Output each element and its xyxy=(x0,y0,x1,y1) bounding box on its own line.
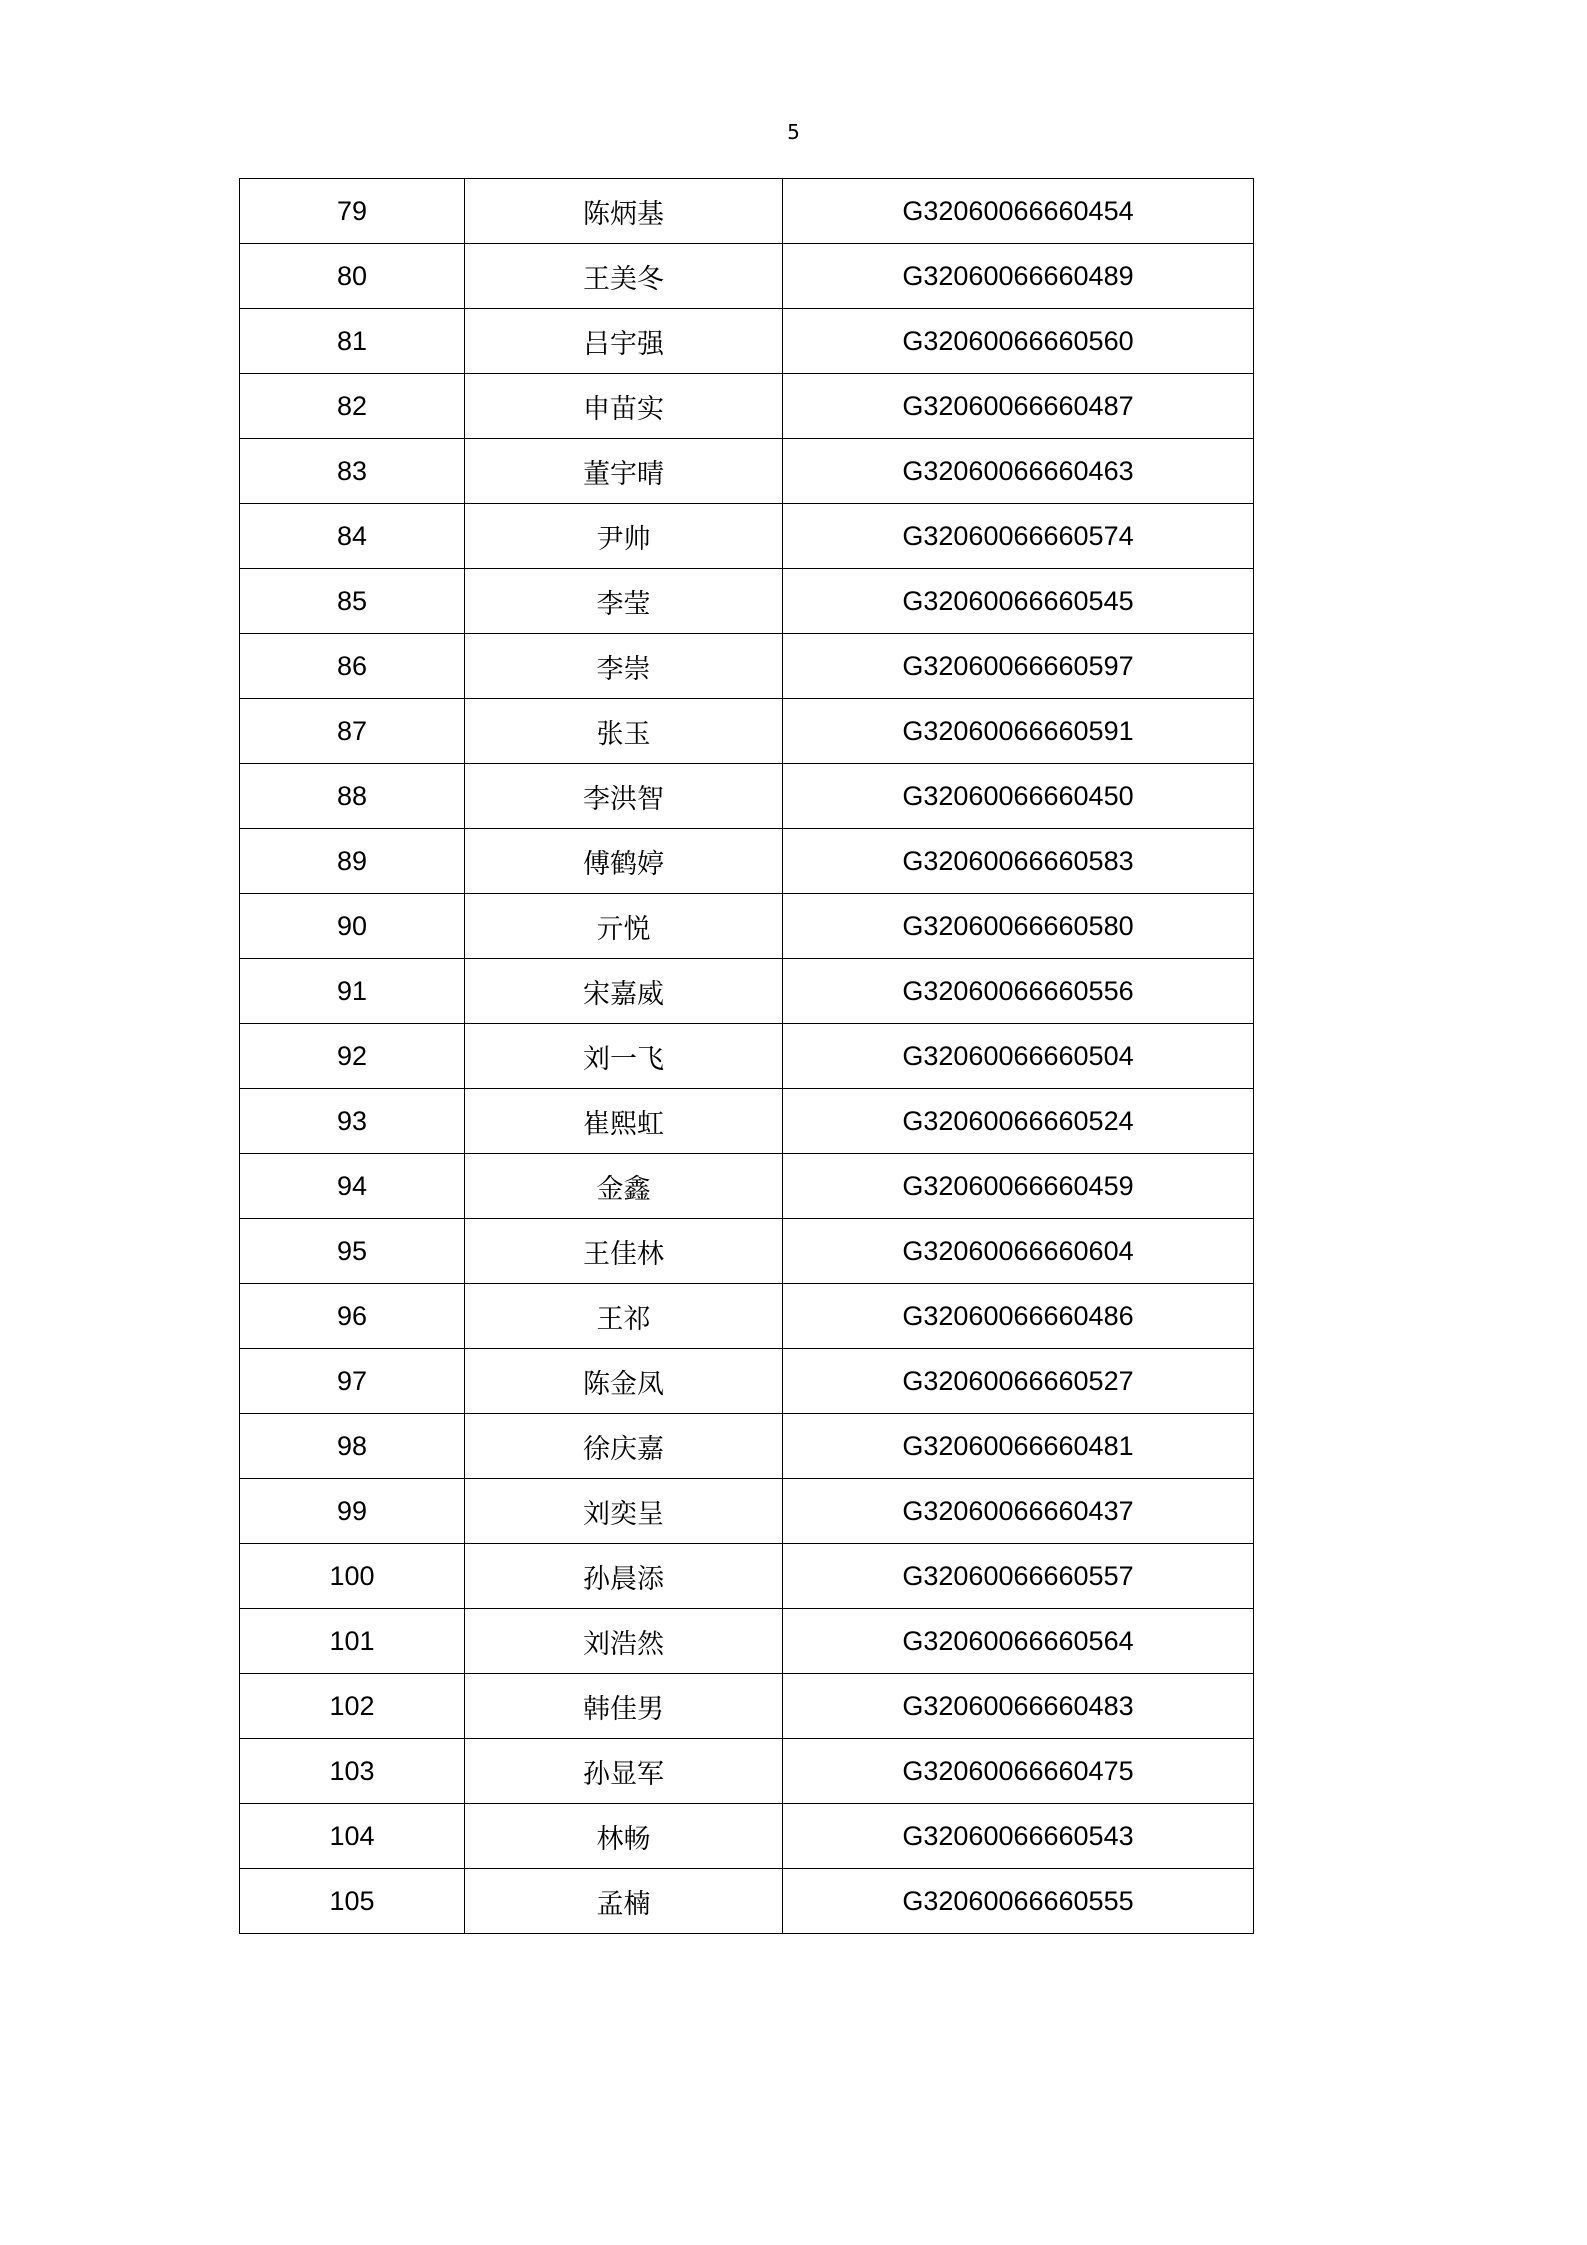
table-row xyxy=(240,1154,1254,1219)
person-name: 刘奕呈 xyxy=(465,1479,783,1544)
certificate-id: G32060066660557 xyxy=(783,1544,1254,1609)
row-number: 100 xyxy=(240,1544,465,1609)
certificate-id: G32060066660459 xyxy=(783,1154,1254,1219)
person-name: 刘一飞 xyxy=(465,1024,783,1089)
roster-table-body xyxy=(240,179,1254,1934)
table-row xyxy=(240,1479,1254,1544)
table-row xyxy=(240,699,1254,764)
certificate-id: G32060066660560 xyxy=(783,309,1254,374)
table-row xyxy=(240,1739,1254,1804)
table-row xyxy=(240,1284,1254,1349)
person-name: 崔熙虹 xyxy=(465,1089,783,1154)
certificate-id: G32060066660604 xyxy=(783,1219,1254,1284)
person-name: 孙显军 xyxy=(465,1739,783,1804)
certificate-id: G32060066660545 xyxy=(783,569,1254,634)
row-number: 79 xyxy=(240,179,465,244)
certificate-id: G32060066660481 xyxy=(783,1414,1254,1479)
row-number: 105 xyxy=(240,1869,465,1934)
roster-table xyxy=(239,178,1254,1934)
certificate-id: G32060066660564 xyxy=(783,1609,1254,1674)
table-row xyxy=(240,1219,1254,1284)
row-number: 103 xyxy=(240,1739,465,1804)
certificate-id: G32060066660437 xyxy=(783,1479,1254,1544)
row-number: 85 xyxy=(240,569,465,634)
certificate-id: G32060066660527 xyxy=(783,1349,1254,1414)
row-number: 96 xyxy=(240,1284,465,1349)
certificate-id: G32060066660487 xyxy=(783,374,1254,439)
row-number: 91 xyxy=(240,959,465,1024)
person-name: 徐庆嘉 xyxy=(465,1414,783,1479)
row-number: 84 xyxy=(240,504,465,569)
table-row xyxy=(240,504,1254,569)
certificate-id: G32060066660543 xyxy=(783,1804,1254,1869)
person-name: 董宇晴 xyxy=(465,439,783,504)
certificate-id: G32060066660475 xyxy=(783,1739,1254,1804)
row-number: 86 xyxy=(240,634,465,699)
person-name: 孟楠 xyxy=(465,1869,783,1934)
table-row xyxy=(240,244,1254,309)
certificate-id: G32060066660504 xyxy=(783,1024,1254,1089)
person-name: 申苗实 xyxy=(465,374,783,439)
table-row xyxy=(240,179,1254,244)
table-row xyxy=(240,764,1254,829)
row-number: 88 xyxy=(240,764,465,829)
certificate-id: G32060066660463 xyxy=(783,439,1254,504)
person-name: 宋嘉威 xyxy=(465,959,783,1024)
person-name: 林畅 xyxy=(465,1804,783,1869)
table-row xyxy=(240,309,1254,374)
certificate-id: G32060066660450 xyxy=(783,764,1254,829)
table-row xyxy=(240,1544,1254,1609)
certificate-id: G32060066660483 xyxy=(783,1674,1254,1739)
person-name: 陈金凤 xyxy=(465,1349,783,1414)
table-row xyxy=(240,1414,1254,1479)
row-number: 94 xyxy=(240,1154,465,1219)
person-name: 金鑫 xyxy=(465,1154,783,1219)
person-name: 尹帅 xyxy=(465,504,783,569)
certificate-id: G32060066660524 xyxy=(783,1089,1254,1154)
person-name: 李崇 xyxy=(465,634,783,699)
certificate-id: G32060066660597 xyxy=(783,634,1254,699)
page-number: 5 xyxy=(787,120,800,144)
certificate-id: G32060066660583 xyxy=(783,829,1254,894)
person-name: 韩佳男 xyxy=(465,1674,783,1739)
person-name: 王祁 xyxy=(465,1284,783,1349)
person-name: 陈炳基 xyxy=(465,179,783,244)
person-name: 刘浩然 xyxy=(465,1609,783,1674)
row-number: 89 xyxy=(240,829,465,894)
table-row xyxy=(240,439,1254,504)
table-row xyxy=(240,959,1254,1024)
row-number: 92 xyxy=(240,1024,465,1089)
table-row xyxy=(240,1024,1254,1089)
row-number: 98 xyxy=(240,1414,465,1479)
person-name: 李莹 xyxy=(465,569,783,634)
person-name: 张玉 xyxy=(465,699,783,764)
table-row xyxy=(240,1869,1254,1934)
row-number: 95 xyxy=(240,1219,465,1284)
table-row xyxy=(240,1349,1254,1414)
row-number: 87 xyxy=(240,699,465,764)
row-number: 83 xyxy=(240,439,465,504)
person-name: 李洪智 xyxy=(465,764,783,829)
certificate-id: G32060066660486 xyxy=(783,1284,1254,1349)
person-name: 王佳林 xyxy=(465,1219,783,1284)
table-row xyxy=(240,829,1254,894)
person-name: 吕宇强 xyxy=(465,309,783,374)
certificate-id: G32060066660555 xyxy=(783,1869,1254,1934)
certificate-id: G32060066660489 xyxy=(783,244,1254,309)
certificate-id: G32060066660591 xyxy=(783,699,1254,764)
row-number: 90 xyxy=(240,894,465,959)
row-number: 102 xyxy=(240,1674,465,1739)
table-row xyxy=(240,894,1254,959)
row-number: 82 xyxy=(240,374,465,439)
certificate-id: G32060066660454 xyxy=(783,179,1254,244)
row-number: 81 xyxy=(240,309,465,374)
person-name: 亓悦 xyxy=(465,894,783,959)
person-name: 王美冬 xyxy=(465,244,783,309)
person-name: 傅鹤婷 xyxy=(465,829,783,894)
certificate-id: G32060066660574 xyxy=(783,504,1254,569)
table-row xyxy=(240,1089,1254,1154)
table-row xyxy=(240,569,1254,634)
person-name: 孙晨添 xyxy=(465,1544,783,1609)
row-number: 97 xyxy=(240,1349,465,1414)
table-row xyxy=(240,1674,1254,1739)
table-row xyxy=(240,1609,1254,1674)
certificate-id: G32060066660580 xyxy=(783,894,1254,959)
table-row xyxy=(240,634,1254,699)
row-number: 93 xyxy=(240,1089,465,1154)
row-number: 104 xyxy=(240,1804,465,1869)
row-number: 99 xyxy=(240,1479,465,1544)
table-row xyxy=(240,374,1254,439)
row-number: 101 xyxy=(240,1609,465,1674)
row-number: 80 xyxy=(240,244,465,309)
table-row xyxy=(240,1804,1254,1869)
certificate-id: G32060066660556 xyxy=(783,959,1254,1024)
